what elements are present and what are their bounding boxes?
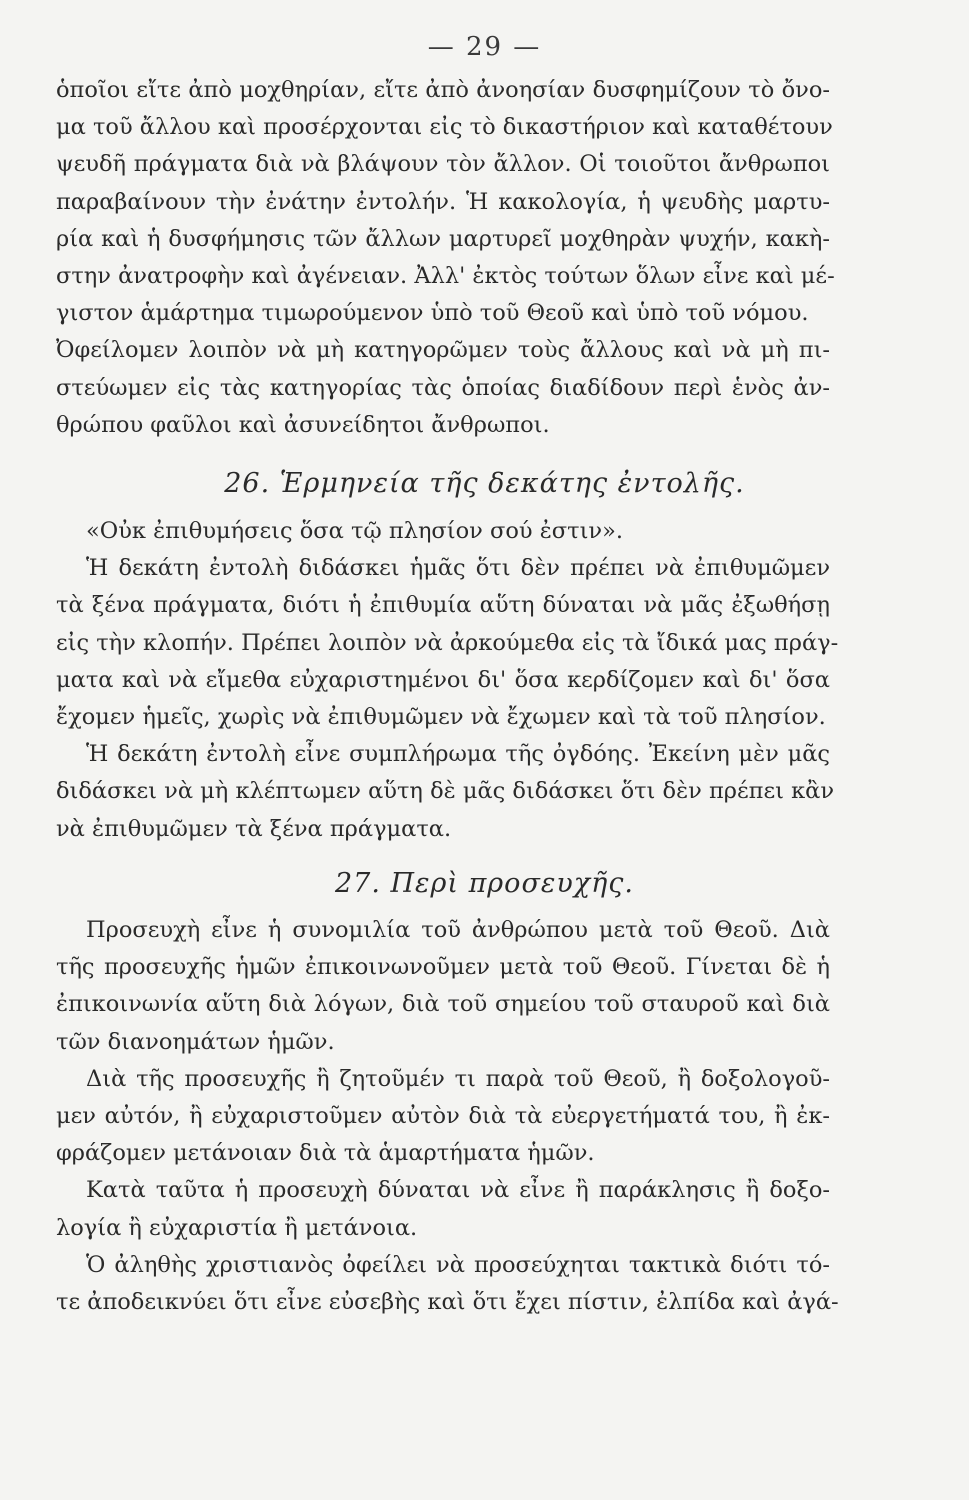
- paragraph-ninth-commandment-end: [56, 72, 835, 444]
- text-line: παραβαίνουν τὴν ἐνάτην ἐντολήν. Ἡ κακολογία, ἡ ψευδὴς μαρτυ-: [56, 188, 830, 215]
- text-line: ὁποῖοι εἴτε ἀπὸ μοχθηρίαν, εἴτε ἀπὸ ἀνοησίαν δυσφημίζουν τὸ ὄνο-: [56, 77, 830, 103]
- text-line: διδάσκει νὰ μὴ κλέπτωμεν αὕτη δὲ μᾶς διδάσκει ὅτι δὲν πρέπει κἂν: [56, 778, 835, 805]
- text-line: ματα καὶ νὰ εἴμεθα εὐχαριστημένοι δι' ὅσα κερδίζομεν καὶ δι' ὅσα: [56, 666, 830, 693]
- text-line: Διὰ τῆς προσευχῆς ἢ ζητοῦμέν τι παρὰ τοῦ Θεοῦ, ἢ δοξολογοῦ-: [86, 1065, 830, 1092]
- text-line: Ἡ δεκάτη ἐντολὴ εἶνε συμπλήρωμα τῆς ὀγδόης. Ἐκείνη μὲν μᾶς: [86, 741, 830, 768]
- text-line: τῆς προσευχῆς ἡμῶν ἐπικοινωνοῦμεν μετὰ τοῦ Θεοῦ. Γίνεται δὲ ἡ: [56, 954, 830, 981]
- text-line: Κατὰ ταῦτα ἡ προσευχὴ δύναται νὰ εἶνε ἢ παράκλησις ἢ δοξο-: [86, 1177, 830, 1204]
- paragraph-prayer: [56, 912, 839, 1321]
- text-line: τε ἀποδεικνύει ὅτι εἶνε εὐσεβὴς καὶ ὅτι ἔχει πίστιν, ἐλπίδα καὶ ἀγά-: [56, 1288, 839, 1315]
- text-line: θρώπου φαῦλοι καὶ ἀσυνείδητοι ἄνθρωποι.: [56, 411, 550, 438]
- text-line: φράζομεν μετάνοιαν διὰ τὰ ἁμαρτήματα ἡμῶν.: [56, 1140, 595, 1167]
- text-line: εἰς τὴν κλοπήν. Πρέπει λοιπὸν νὰ ἀρκούμεθα εἰς τὰ ἴδικά μας πράγ-: [56, 629, 839, 656]
- text-line: στην ἀνατροφὴν καὶ ἀγένειαν. Ἀλλ' ἐκτὸς τούτων ὅλων εἶνε καὶ μέ-: [56, 262, 835, 289]
- text-line: λογία ἢ εὐχαριστία ἢ μετάνοια.: [56, 1214, 418, 1241]
- text-line-quote: «Οὐκ ἐπιθυμήσεις ὅσα τῷ πλησίον σού ἐστιν».: [86, 518, 624, 544]
- text-line: ρία καὶ ἡ δυσφήμησις τῶν ἄλλων μαρτυρεῖ μοχθηρὰν ψυχήν, κακὴ-: [56, 225, 830, 252]
- text-line: μεν αὐτόν, ἢ εὐχαριστοῦμεν αὐτὸν διὰ τὰ εὐεργετήματά του, ἢ ἐκ-: [56, 1102, 830, 1129]
- page-number: — 29 —: [427, 32, 542, 62]
- paragraph-tenth-commandment: [56, 513, 839, 848]
- text-line: ψευδῆ πράγματα διὰ νὰ βλάψουν τὸν ἄλλον. Οἱ τοιοῦτοι ἄνθρωποι: [56, 151, 830, 178]
- section-heading-27: 27. Περὶ προσευχῆς.: [334, 868, 635, 899]
- text-line: μα τοῦ ἄλλου καὶ προσέρχονται εἰς τὸ δικαστήριον καὶ καταθέτουν: [56, 114, 833, 141]
- text-line: Προσευχὴ εἶνε ἡ συνομιλία τοῦ ἀνθρώπου μετὰ τοῦ Θεοῦ. Διὰ: [86, 917, 830, 943]
- text-line: ἐπικοινωνία αὕτη διὰ λόγων, διὰ τοῦ σημείου τοῦ σταυροῦ καὶ διὰ: [56, 991, 830, 1018]
- text-line: στεύωμεν εἰς τὰς κατηγορίας τὰς ὁποίας διαδίδουν περὶ ἑνὸς ἀν-: [56, 374, 830, 401]
- text-line: νὰ ἐπιθυμῶμεν τὰ ξένα πράγματα.: [56, 815, 452, 842]
- text-line: γιστον ἁμάρτημα τιμωρούμενον ὑπὸ τοῦ Θεοῦ καὶ ὑπὸ τοῦ νόμου.: [56, 300, 809, 327]
- text-line: ἔχομεν ἡμεῖς, χωρὶς νὰ ἐπιθυμῶμεν νὰ ἔχωμεν καὶ τὰ τοῦ πλησίον.: [56, 703, 826, 730]
- text-line: Ἡ δεκάτη ἐντολὴ διδάσκει ἡμᾶς ὅτι δὲν πρέπει νὰ ἐπιθυμῶμεν: [86, 555, 830, 582]
- text-line: Ὀφείλομεν λοιπὸν νὰ μὴ κατηγορῶμεν τοὺς ἄλλους καὶ νὰ μὴ πι-: [56, 337, 830, 364]
- text-line: Ὁ ἀληθὴς χριστιανὸς ὀφείλει νὰ προσεύχηται τακτικὰ διότι τό-: [86, 1251, 830, 1278]
- text-line: τὰ ξένα πράγματα, διότι ἡ ἐπιθυμία αὕτη δύναται νὰ μᾶς ἐξωθήσῃ: [56, 592, 830, 619]
- text-line: τῶν διανοημάτων ἡμῶν.: [56, 1028, 335, 1055]
- section-heading-26: 26. Ἑρμηνεία τῆς δεκάτης ἐντολῆς.: [224, 468, 745, 499]
